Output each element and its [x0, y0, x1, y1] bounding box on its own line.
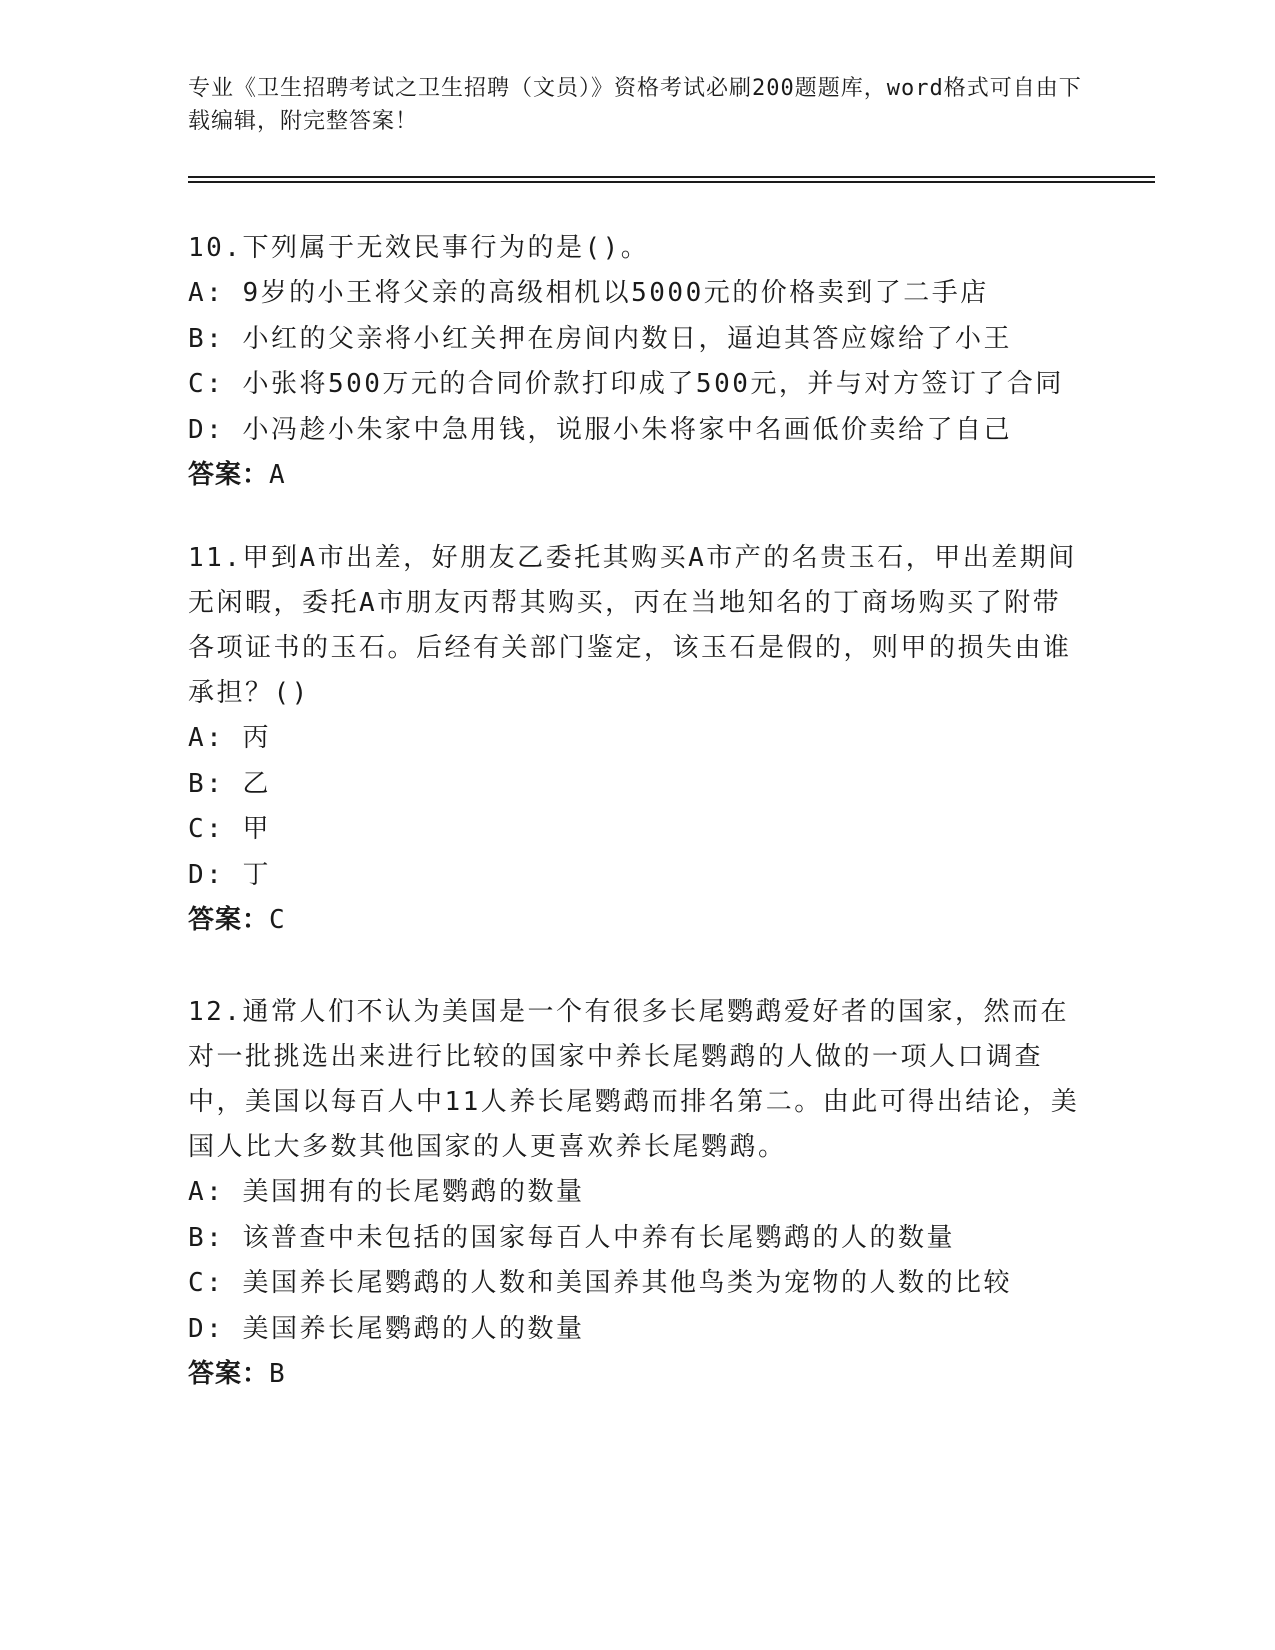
answer-label: 答案：: [188, 905, 270, 935]
question-10: [188, 226, 1088, 498]
document-header: 专业《卫生招聘考试之卫生招聘（文员）》资格考试必刷200题题库，word格式可自由下载编辑，附完整答案！: [188, 76, 1082, 134]
question-12: [188, 990, 1088, 1397]
answer-value: B: [269, 1359, 286, 1389]
answer-line: [188, 453, 1088, 498]
question-stem: 12.通常人们不认为美国是一个有很多长尾鹦鹉爱好者的国家，然而在对一批挑选出来进行比较的国家中养长尾鹦鹉的人做的一项人口调查中，美国以每百人中11人养长尾鹦鹉而排名第二。由此可得出结论，美国人比大多数其他国家的人更喜欢养长尾鹦鹉。: [188, 997, 1080, 1162]
answer-value: C: [269, 905, 286, 935]
answer-value: A: [269, 460, 286, 490]
option-c: C: 甲: [188, 814, 271, 844]
question-stem: 11.甲到A市出差，好朋友乙委托其购买A市产的名贵玉石，甲出差期间无闲暇，委托A市朋友丙帮其购买，丙在当地知名的丁商场购买了附带各项证书的玉石。后经有关部门鉴定，该玉石是假的，则甲的损失由谁承担？(): [188, 543, 1077, 708]
option-c: C: 小张将500万元的合同价款打印成了500元，并与对方签订了合同: [188, 369, 1064, 399]
option-d: D: 丁: [188, 859, 271, 890]
header-divider-top: [188, 176, 1155, 178]
option-a: A: 9岁的小王将父亲的高级相机以5000元的价格卖到了二手店: [188, 278, 989, 308]
option-a: A: 美国拥有的长尾鹦鹉的数量: [188, 1177, 585, 1207]
option-b: B: 小红的父亲将小红关押在房间内数日，逼迫其答应嫁给了小王: [188, 323, 1012, 354]
option-c: C: 美国养长尾鹦鹉的人数和美国养其他鸟类为宠物的人数的比较: [188, 1268, 1012, 1298]
header-divider-bottom: [188, 181, 1155, 183]
answer-line: [188, 1352, 1088, 1397]
question-11: [188, 536, 1088, 943]
option-d: D: 小冯趁小朱家中急用钱，说服小朱将家中名画低价卖给了自己: [188, 414, 1012, 445]
option-b: B: 该普查中未包括的国家每百人中养有长尾鹦鹉的人的数量: [188, 1222, 955, 1253]
option-a: A: 丙: [188, 723, 271, 753]
option-d: D: 美国养长尾鹦鹉的人的数量: [188, 1313, 585, 1344]
question-stem: 10.下列属于无效民事行为的是()。: [188, 233, 650, 263]
option-b: B: 乙: [188, 768, 271, 799]
answer-label: 答案：: [188, 460, 270, 490]
answer-line: [188, 898, 1088, 943]
answer-label: 答案：: [188, 1359, 270, 1389]
